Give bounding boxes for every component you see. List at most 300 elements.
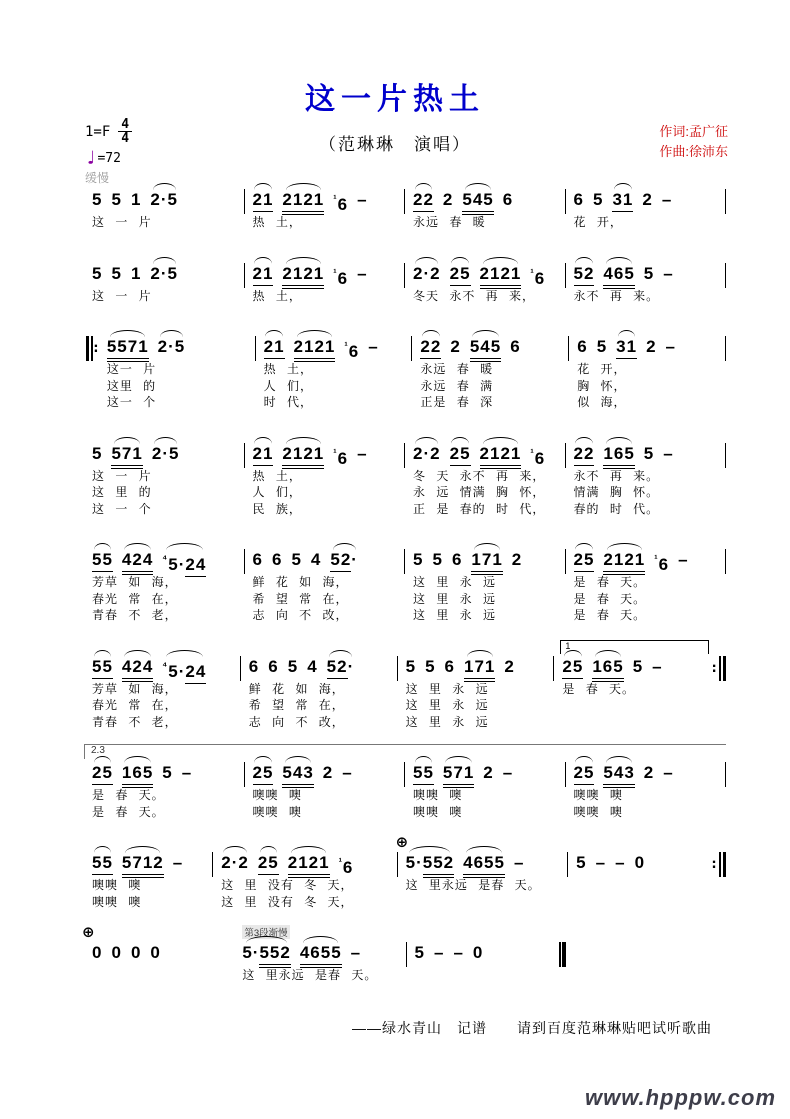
note-group xyxy=(514,853,524,874)
notes-row xyxy=(574,190,723,214)
note-group xyxy=(253,444,274,466)
measure xyxy=(245,250,406,305)
note-group xyxy=(107,337,149,362)
note-group xyxy=(131,943,141,964)
note-group xyxy=(470,337,501,362)
note-group xyxy=(577,337,587,358)
note-segment: 25 xyxy=(574,550,595,572)
lyric-line: 人 们， xyxy=(252,485,302,499)
note-group xyxy=(253,264,274,286)
note-group xyxy=(122,550,153,575)
note-group xyxy=(327,657,355,679)
notes-row xyxy=(406,853,565,877)
notes-row xyxy=(253,550,402,574)
notes-row xyxy=(413,444,562,468)
note-group xyxy=(530,264,545,290)
final-barline xyxy=(557,942,566,967)
note-group xyxy=(150,264,178,285)
measure-row xyxy=(84,834,726,910)
note-segment: – xyxy=(663,263,674,283)
lyric-line: 人 们， xyxy=(263,378,313,393)
note-segment: 5 xyxy=(92,263,103,283)
note-segment: 2121 xyxy=(603,550,645,575)
time-signature-denominator: 4 xyxy=(118,131,132,145)
lyric-line: 是 春 天。 xyxy=(573,608,647,622)
note-segment: – xyxy=(661,190,673,209)
notes-row xyxy=(253,190,402,214)
lyric-line: 冬天 永不 再 来， xyxy=(413,288,536,303)
note-segment: 5712 xyxy=(122,853,164,878)
note-group xyxy=(603,444,634,469)
note-segment: – xyxy=(368,337,379,356)
note-group xyxy=(162,763,172,784)
note-group xyxy=(576,853,586,874)
score-line-8 xyxy=(84,834,726,910)
measure xyxy=(213,839,397,910)
measure-row xyxy=(84,176,726,231)
notes-row xyxy=(574,444,723,468)
spacer xyxy=(566,929,726,984)
note-group xyxy=(593,190,603,211)
measure xyxy=(405,749,566,820)
grace-note: ¹ xyxy=(338,857,343,868)
measure xyxy=(554,640,711,731)
note-segment: 2 xyxy=(483,763,494,782)
lyric-line: 正 是 春的 时 代， xyxy=(413,501,546,516)
note-segment: 6 xyxy=(534,268,546,288)
note-group xyxy=(503,763,513,784)
time-signature xyxy=(118,118,132,145)
note-segment: 5 xyxy=(576,853,587,872)
note-group xyxy=(450,264,471,286)
lyric-line: 这 里 永 远 xyxy=(405,714,489,729)
note-group xyxy=(111,190,121,211)
note-group xyxy=(574,550,595,572)
note-segment: 552 xyxy=(423,853,454,878)
note-segment: 5 xyxy=(432,550,443,569)
score-line-4 xyxy=(84,430,726,518)
lyric-line: 这一 片 xyxy=(106,362,157,376)
measure xyxy=(398,643,555,731)
note-group xyxy=(92,763,113,785)
note-segment: 6 xyxy=(337,448,349,468)
notes-row xyxy=(107,337,252,361)
note-segment: 2 xyxy=(642,190,653,209)
note-segment: 2 xyxy=(430,263,441,283)
note-group xyxy=(357,264,367,285)
lyric-line: 胸 怀， xyxy=(577,378,627,393)
lyric-line: 是 春 天。 xyxy=(92,804,165,819)
measure xyxy=(407,929,557,984)
measure-row xyxy=(84,536,726,624)
note-segment: 24 xyxy=(185,555,206,577)
note-group xyxy=(603,763,634,788)
measure xyxy=(405,536,566,624)
measure xyxy=(245,176,406,231)
note-segment: 2121 xyxy=(288,853,330,878)
notes-row xyxy=(406,657,551,681)
lyric-line: 花 开， xyxy=(577,362,627,376)
note-group xyxy=(463,853,505,878)
measure xyxy=(245,430,406,518)
grace-note: ¹ xyxy=(654,554,659,565)
note-segment: 2 xyxy=(221,853,232,872)
note-group xyxy=(652,657,662,678)
note-segment: 2 xyxy=(442,190,454,209)
repeat-end-barline: ∶ xyxy=(711,656,726,681)
dot: · xyxy=(416,853,423,872)
lyric-line: 热 土， xyxy=(252,468,302,483)
note-group xyxy=(603,550,645,575)
note-segment: 55 xyxy=(92,550,113,572)
lyric-line: 永不 再 来。 xyxy=(573,468,660,483)
note-group xyxy=(562,657,583,679)
note-group xyxy=(351,943,361,964)
note-group xyxy=(357,444,367,465)
note-segment: – xyxy=(615,853,626,872)
lyric-line: 噢噢 噢 xyxy=(92,878,142,892)
notes-row xyxy=(253,264,402,288)
note-group xyxy=(122,853,164,878)
note-segment: 6 xyxy=(348,342,360,361)
note-group xyxy=(307,657,317,678)
note-segment: 0 xyxy=(130,943,142,962)
lyric-line: 这 一 个 xyxy=(92,501,152,516)
notes-row xyxy=(264,337,409,361)
note-group xyxy=(111,264,121,285)
measure xyxy=(84,839,213,910)
note-group xyxy=(406,853,455,878)
note-segment: 2 xyxy=(643,763,655,782)
dot: · xyxy=(178,661,186,681)
measure xyxy=(566,250,727,305)
note-segment: 5 xyxy=(242,943,253,962)
note-segment: 4655 xyxy=(300,943,342,968)
note-group xyxy=(464,657,495,682)
lyric-line: 芳草 如 海， xyxy=(92,681,178,696)
lyric-line: 是 春 天。 xyxy=(562,681,636,696)
note-segment: 25 xyxy=(450,444,471,466)
note-group xyxy=(512,550,522,571)
note-group xyxy=(480,264,522,289)
note-segment: 571 xyxy=(443,763,474,788)
lyric-line: 永 远 情满 胸 怀， xyxy=(413,485,546,499)
note-segment: – xyxy=(652,656,663,676)
note-group xyxy=(111,943,121,964)
lyric-line: 这 里 永 远 xyxy=(413,591,497,606)
note-group xyxy=(150,190,178,211)
note-group xyxy=(663,763,673,784)
note-segment: 6 xyxy=(658,555,670,574)
note-group xyxy=(413,550,423,571)
note-group xyxy=(242,943,291,968)
notes-row xyxy=(413,550,562,574)
note-group xyxy=(616,337,637,359)
notes-row xyxy=(92,763,241,787)
lyric-line: 冬 天 永不 再 来， xyxy=(413,468,546,483)
lyric-line: 这 里 永 远 xyxy=(405,681,489,696)
quarter-note-icon: ♩ xyxy=(85,147,97,169)
note-group xyxy=(406,657,416,678)
section-tempo-label: 第3段渐慢 xyxy=(242,925,289,939)
note-segment: 5 xyxy=(111,263,122,283)
measure-row xyxy=(84,749,726,820)
measure xyxy=(568,839,711,910)
note-segment: – xyxy=(665,337,677,356)
note-group xyxy=(635,853,645,874)
note-group xyxy=(258,853,279,875)
measure xyxy=(84,250,245,305)
lyric-line: 这 里 永 远 xyxy=(405,698,489,712)
notes-row xyxy=(576,853,707,877)
score-line-6 xyxy=(84,640,726,731)
note-segment: – xyxy=(172,853,184,872)
measure xyxy=(84,749,245,820)
dot: · xyxy=(423,263,431,283)
note-group xyxy=(92,264,102,285)
note-group xyxy=(633,657,643,678)
lyric-line: 这 里永远 是春 天。 xyxy=(405,878,541,892)
note-segment: 552 xyxy=(259,943,290,968)
note-segment: 2121 xyxy=(282,190,324,215)
note-segment: 25 xyxy=(92,763,113,785)
note-group xyxy=(92,190,102,211)
note-group xyxy=(357,190,367,211)
notes-row xyxy=(253,444,402,468)
note-group xyxy=(510,337,520,358)
measure xyxy=(405,430,566,518)
grace-note: ⁴ xyxy=(162,660,169,672)
note-group xyxy=(597,337,607,358)
lyric-line: 热 土， xyxy=(252,288,302,303)
note-group xyxy=(92,943,102,964)
dot: · xyxy=(160,263,168,283)
note-segment: 6 xyxy=(268,656,279,676)
notes-row xyxy=(413,264,562,288)
note-segment: 21 xyxy=(253,444,274,466)
grace-note: ¹ xyxy=(333,447,338,459)
note-group xyxy=(483,763,493,784)
note-segment: 543 xyxy=(282,763,313,788)
note-group xyxy=(503,190,513,211)
lyric-line: 这 里 没有 冬 天， xyxy=(221,894,354,909)
note-segment: 6 xyxy=(577,337,588,356)
notes-row xyxy=(562,657,707,681)
note-segment: – xyxy=(513,853,525,872)
note-segment: 2 xyxy=(151,443,163,463)
note-group xyxy=(413,264,441,285)
note-group xyxy=(323,763,333,784)
note-group xyxy=(415,943,425,964)
note-group xyxy=(574,264,595,286)
notes-row xyxy=(92,657,237,681)
note-segment: 2 xyxy=(413,263,424,283)
note-group xyxy=(368,337,378,358)
note-group xyxy=(333,264,348,290)
note-segment: 5 xyxy=(596,337,608,356)
note-segment: – xyxy=(181,763,193,782)
note-group xyxy=(333,444,348,470)
lyric-line: 是 春 天。 xyxy=(92,788,165,802)
note-segment: 6 xyxy=(337,195,349,214)
dot: · xyxy=(351,550,358,569)
repeat-end-barline: ∶ xyxy=(711,852,726,877)
lyric-line: 噢噢 噢 xyxy=(573,788,623,802)
measure xyxy=(245,536,406,624)
lyric-line: 永远 春 满 xyxy=(420,378,494,393)
note-group xyxy=(92,550,113,572)
note-segment: 6 xyxy=(444,656,455,676)
note-group xyxy=(342,763,352,784)
note-group xyxy=(288,853,330,878)
performer-subtitle: （范琳琳 演唱） xyxy=(319,135,471,154)
note-segment: 52 xyxy=(574,264,595,286)
note-segment: 2 xyxy=(157,337,169,356)
note-segment: 171 xyxy=(464,657,495,682)
note-segment: – xyxy=(663,763,674,782)
note-group xyxy=(574,444,595,466)
note-group xyxy=(413,763,434,785)
note-group xyxy=(425,657,435,678)
volta-bracket: 1 xyxy=(560,640,709,654)
lyric-line: 噢噢 噢 xyxy=(573,804,623,819)
notes-row xyxy=(92,444,241,468)
measure xyxy=(405,250,566,305)
notes-row xyxy=(92,264,241,288)
note-group xyxy=(294,337,336,362)
note-segment: 6 xyxy=(337,268,349,288)
measure-row xyxy=(84,250,726,305)
note-group xyxy=(162,550,206,577)
note-segment: 2 xyxy=(150,190,161,209)
note-segment: 465 xyxy=(603,264,634,289)
lyric-line: 青春 不 老， xyxy=(92,714,178,729)
note-segment: 5 xyxy=(167,263,179,283)
lyric-line: 情满 胸 怀。 xyxy=(573,485,660,499)
key-signature: 1=F xyxy=(85,123,111,140)
note-group xyxy=(654,550,669,576)
note-segment: 545 xyxy=(470,337,501,362)
lyric-line: 永远 春 暖 xyxy=(413,215,486,229)
note-segment: 24 xyxy=(185,662,206,684)
tempo-value: =72 xyxy=(97,150,121,166)
note-segment: 5 xyxy=(168,555,179,574)
note-group xyxy=(504,657,514,678)
lyric-line: 花 开， xyxy=(573,215,623,229)
measure xyxy=(405,176,566,231)
lyric-line: 希 望 常 在， xyxy=(248,698,345,712)
lyric-line: 鲜 花 如 海， xyxy=(248,681,345,696)
lyric-line: 这 里 永 远 xyxy=(413,575,497,589)
note-segment: 0 xyxy=(111,943,122,962)
note-segment: 25 xyxy=(253,763,274,785)
score-body xyxy=(84,176,726,1003)
measure xyxy=(84,536,245,624)
coda-sign-icon: ⊕ xyxy=(82,924,95,941)
grace-note: ¹ xyxy=(333,267,338,279)
note-segment: 5 xyxy=(632,656,644,676)
note-group xyxy=(678,550,688,571)
note-group xyxy=(152,444,180,465)
note-group xyxy=(282,763,313,788)
note-group xyxy=(333,190,348,216)
measure xyxy=(99,323,256,411)
note-segment: 0 xyxy=(472,943,484,962)
note-segment: 5 xyxy=(162,763,173,782)
note-group xyxy=(662,190,672,211)
measure xyxy=(84,176,245,231)
note-group xyxy=(596,853,606,874)
measure-row xyxy=(82,924,726,984)
note-group xyxy=(530,444,545,470)
note-segment: 2 xyxy=(150,263,161,283)
grace-note: ¹ xyxy=(530,267,535,279)
note-segment: 25 xyxy=(574,763,595,785)
note-segment: 2 xyxy=(238,853,249,872)
coda-sign-icon: ⊕ xyxy=(395,834,409,851)
note-segment: – xyxy=(453,943,464,962)
note-segment: 165 xyxy=(122,763,153,788)
note-segment: 5 xyxy=(92,443,103,463)
lyric-line: 这里 的 xyxy=(106,378,157,393)
composer-credit: 作曲:徐沛东 xyxy=(659,144,728,159)
note-segment: 1 xyxy=(130,263,142,283)
measure-row xyxy=(84,430,726,518)
time-signature-numerator: 4 xyxy=(121,117,130,132)
note-segment: 4655 xyxy=(463,853,505,878)
notes-row xyxy=(249,657,394,681)
note-segment: 2121 xyxy=(294,337,336,362)
note-group xyxy=(272,550,282,571)
note-segment: – xyxy=(502,763,514,782)
note-segment: 2121 xyxy=(282,264,324,289)
measure xyxy=(234,929,406,984)
notes-row xyxy=(242,943,402,967)
repeat-start-barline: ∶ xyxy=(84,336,99,361)
note-segment: 2 xyxy=(322,763,334,782)
note-segment: 2 xyxy=(450,337,461,356)
dot: · xyxy=(252,943,260,962)
note-group xyxy=(434,943,444,964)
note-segment: – xyxy=(350,943,362,962)
note-segment: 5 xyxy=(643,263,655,283)
lyric-line: 民 族， xyxy=(252,501,302,516)
note-segment: 5 xyxy=(414,943,425,962)
note-group xyxy=(288,657,298,678)
note-segment: – xyxy=(433,943,445,962)
lyric-line: 这 里 的 xyxy=(92,485,152,499)
lyric-line: 时 代， xyxy=(263,395,313,409)
note-segment: 52 xyxy=(330,550,351,572)
note-segment: 6 xyxy=(510,337,521,356)
note-segment: 55 xyxy=(92,853,113,875)
note-segment: 543 xyxy=(603,763,634,788)
note-segment: 5 xyxy=(291,550,302,569)
lyric-line: 这 里 永 远 xyxy=(413,608,497,622)
lyric-line: 志 向 不 改， xyxy=(252,608,349,622)
measure xyxy=(84,430,245,518)
score-line-7 xyxy=(84,745,726,820)
note-group xyxy=(413,190,434,212)
note-segment: 5 xyxy=(92,190,103,209)
note-segment: 5 xyxy=(167,190,179,209)
lyric-line: 永远 春 暖 xyxy=(420,362,494,376)
score-line-3 xyxy=(84,323,726,411)
note-group xyxy=(158,337,186,358)
tempo-marking xyxy=(85,147,132,169)
note-group xyxy=(420,337,441,359)
note-group xyxy=(450,337,460,358)
